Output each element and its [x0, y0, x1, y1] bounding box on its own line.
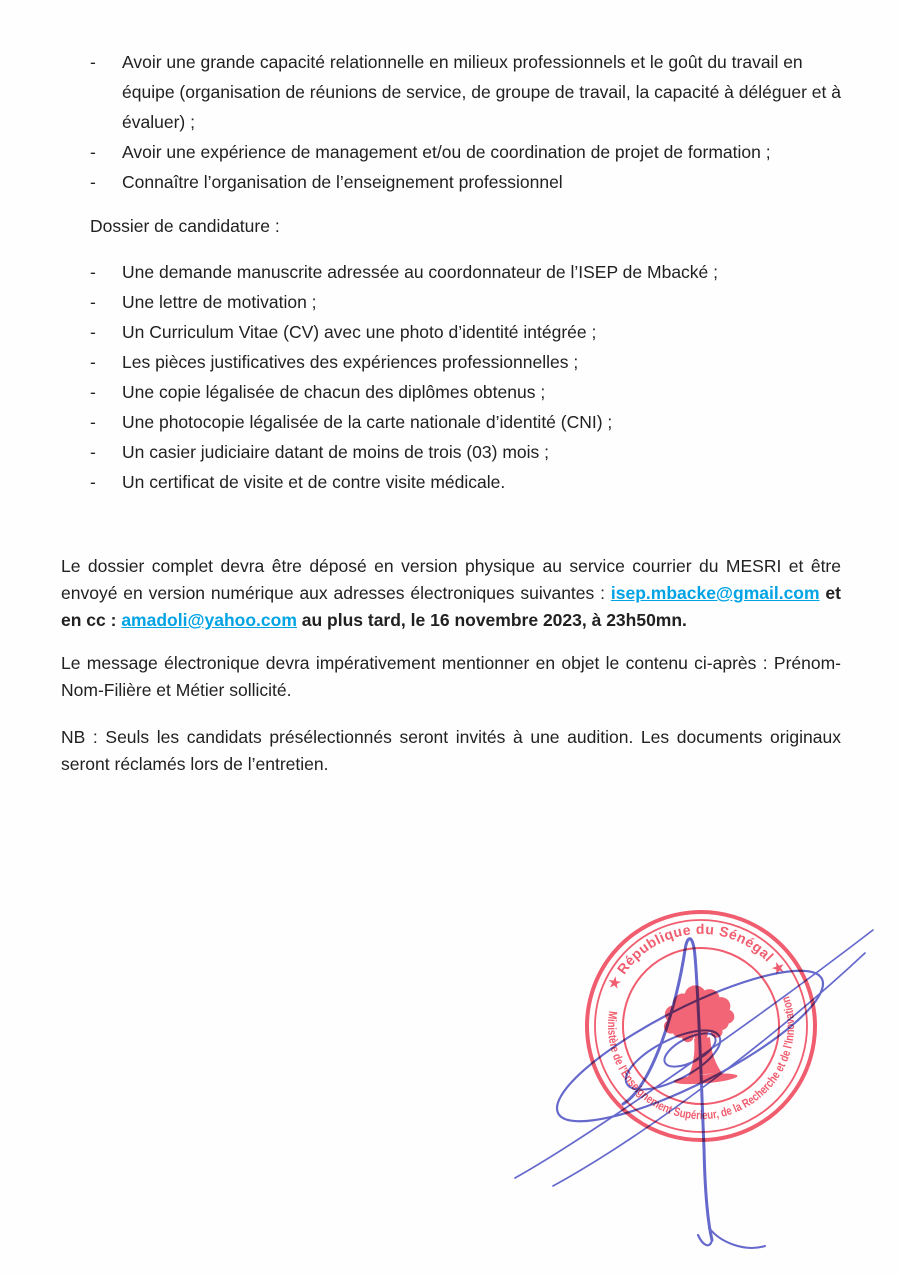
- list-item: [61, 377, 841, 407]
- dash-marker: -: [90, 322, 96, 342]
- list-item: [61, 467, 841, 497]
- list-item: [61, 137, 841, 167]
- dash-marker: -: [90, 382, 96, 402]
- list-item-text: Un Curriculum Vitae (CV) avec une photo d’identité intégrée ;: [122, 322, 597, 342]
- list-item: [61, 347, 841, 377]
- dash-marker: -: [90, 292, 96, 312]
- seal-top-arc-text: ★ République du Sénégal ★: [604, 920, 790, 992]
- dash-marker: -: [90, 172, 96, 192]
- message-paragraph: Le message électronique devra impérativement mentionner en objet le contenu ci-après : Prénom-Nom-Filière et Métier sollicité.: [61, 653, 841, 700]
- list-item: [61, 287, 841, 317]
- seal-bottom-arc-text: Ministère de l’Enseignement Supérieur, de la Recherche et de l’Innovation: [604, 993, 798, 1123]
- dash-marker: -: [90, 412, 96, 432]
- submission-paragraph: [61, 553, 841, 634]
- list-item: [61, 317, 841, 347]
- dossier-heading: Dossier de candidature :: [90, 216, 280, 236]
- list-item: [61, 407, 841, 437]
- list-item-text: Un casier judiciaire datant de moins de trois (03) mois ;: [122, 442, 549, 462]
- list-item: [61, 257, 841, 287]
- list-item: [61, 167, 841, 197]
- qualifications-list: [61, 47, 841, 197]
- list-item: [61, 437, 841, 467]
- submission-text-before: Le dossier complet devra être déposé en version physique au service courrier du MESRI et être envoyé en version numérique aux adresses électroniques suivantes :: [61, 556, 841, 603]
- email-link-isep-mbacke[interactable]: isep.mbacke@gmail.com: [610, 583, 820, 603]
- dash-marker: -: [90, 352, 96, 372]
- list-item-text: Les pièces justificatives des expériences professionnelles ;: [122, 352, 579, 372]
- list-item-text: Un certificat de visite et de contre visite médicale.: [122, 472, 506, 492]
- handwritten-signature: [515, 930, 873, 1248]
- signature-bottom-tail: [709, 1228, 765, 1248]
- list-item: [61, 47, 841, 137]
- email-link-amadoli[interactable]: amadoli@yahoo.com: [121, 610, 297, 630]
- stamp-and-signature-area: [505, 908, 895, 1258]
- dossier-list: [61, 257, 841, 497]
- dash-marker: -: [90, 472, 96, 492]
- dash-marker: -: [90, 52, 96, 72]
- list-item-text: Connaître l’organisation de l’enseignement professionnel: [122, 172, 563, 192]
- dash-marker: -: [90, 442, 96, 462]
- dash-marker: -: [90, 262, 96, 282]
- list-item-text: Une demande manuscrite adressée au coordonnateur de l’ISEP de Mbacké ;: [122, 262, 719, 282]
- submission-text-between: et en cc :: [61, 583, 841, 630]
- submission-text-after: au plus tard, le 16 novembre 2023, à 23h50mn.: [296, 610, 687, 630]
- nb-paragraph: NB : Seuls les candidats présélectionnés seront invités à une audition. Les documents originaux seront réclamés lors de l’entretien.: [61, 727, 841, 774]
- list-item-text: Avoir une grande capacité relationnelle en milieux professionnels et le goût du travail en équipe (organisation de réunions de service, de groupe de travail, la capacité à déléguer et à évaluer) ;: [122, 52, 841, 132]
- list-item-text: Une copie légalisée de chacun des diplômes obtenus ;: [122, 382, 546, 402]
- list-item-text: Avoir une expérience de management et/ou de coordination de projet de formation ;: [122, 142, 771, 162]
- list-item-text: Une lettre de motivation ;: [122, 292, 317, 312]
- list-item-text: Une photocopie légalisée de la carte nationale d’identité (CNI) ;: [122, 412, 613, 432]
- dash-marker: -: [90, 142, 96, 162]
